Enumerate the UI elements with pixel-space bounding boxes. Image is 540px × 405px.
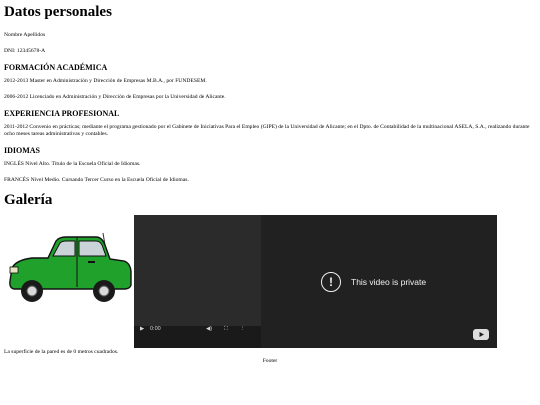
car-image bbox=[4, 223, 134, 315]
video-controls bbox=[140, 324, 258, 334]
experience-heading: EXPERIENCIA PROFESIONAL bbox=[4, 109, 120, 118]
volume-icon[interactable]: ◀) bbox=[206, 326, 213, 332]
more-options-icon[interactable]: ⋮ bbox=[240, 326, 246, 332]
personal-title: Datos personales bbox=[4, 4, 112, 20]
info-icon: ! bbox=[321, 272, 341, 292]
education-item: 2012-2013 Master en Administración y Dirección de Empresas M.B.A., por FUNDESEM. bbox=[4, 78, 207, 84]
language-item: INGLÉS Nivel Alto. Título de la Escuela Oficial de Idiomas. bbox=[4, 161, 141, 167]
person-dni: DNI: 12345678-A bbox=[4, 47, 46, 54]
education-heading: FORMACIÓN ACADÉMICA bbox=[4, 63, 108, 72]
video-player[interactable] bbox=[134, 215, 497, 348]
experience-item: 2011-2012 Convenio en prácticas; mediante el programa gestionado por el Gabinete de Iniciativas Para el Empleo (GIPE) de la Universidad de Alicante; en el Dpto. de Contabilidad de la multinacional ASELA, S.A., realizando durante ocho meses tareas administrativas y contables. bbox=[4, 124, 530, 137]
fullscreen-icon[interactable]: ⛶ bbox=[224, 325, 228, 332]
footer: Footer bbox=[262, 358, 278, 364]
gallery-title: Galería bbox=[4, 192, 53, 208]
private-notice bbox=[321, 270, 426, 294]
gallery bbox=[4, 215, 536, 349]
youtube-icon[interactable] bbox=[473, 329, 489, 340]
video-time: 0:00 bbox=[150, 326, 161, 332]
private-message: This video is private bbox=[351, 277, 427, 287]
education-item: 2006-2012 Licenciado en Administración y Dirección de Empresas por la Universidad de Alicante. bbox=[4, 93, 226, 100]
language-item: FRANCÉS Nivel Medio. Cursando Tercer Curso en la Escuela Oficial de Idiomas. bbox=[4, 176, 189, 183]
play-icon[interactable]: ▶ bbox=[140, 326, 145, 332]
wall-area-text: La superficie de la pared es de 0 metros cuadrados. bbox=[4, 349, 119, 355]
languages-heading: IDIOMAS bbox=[4, 146, 41, 155]
person-name: Nombre Apellidos bbox=[4, 32, 46, 38]
